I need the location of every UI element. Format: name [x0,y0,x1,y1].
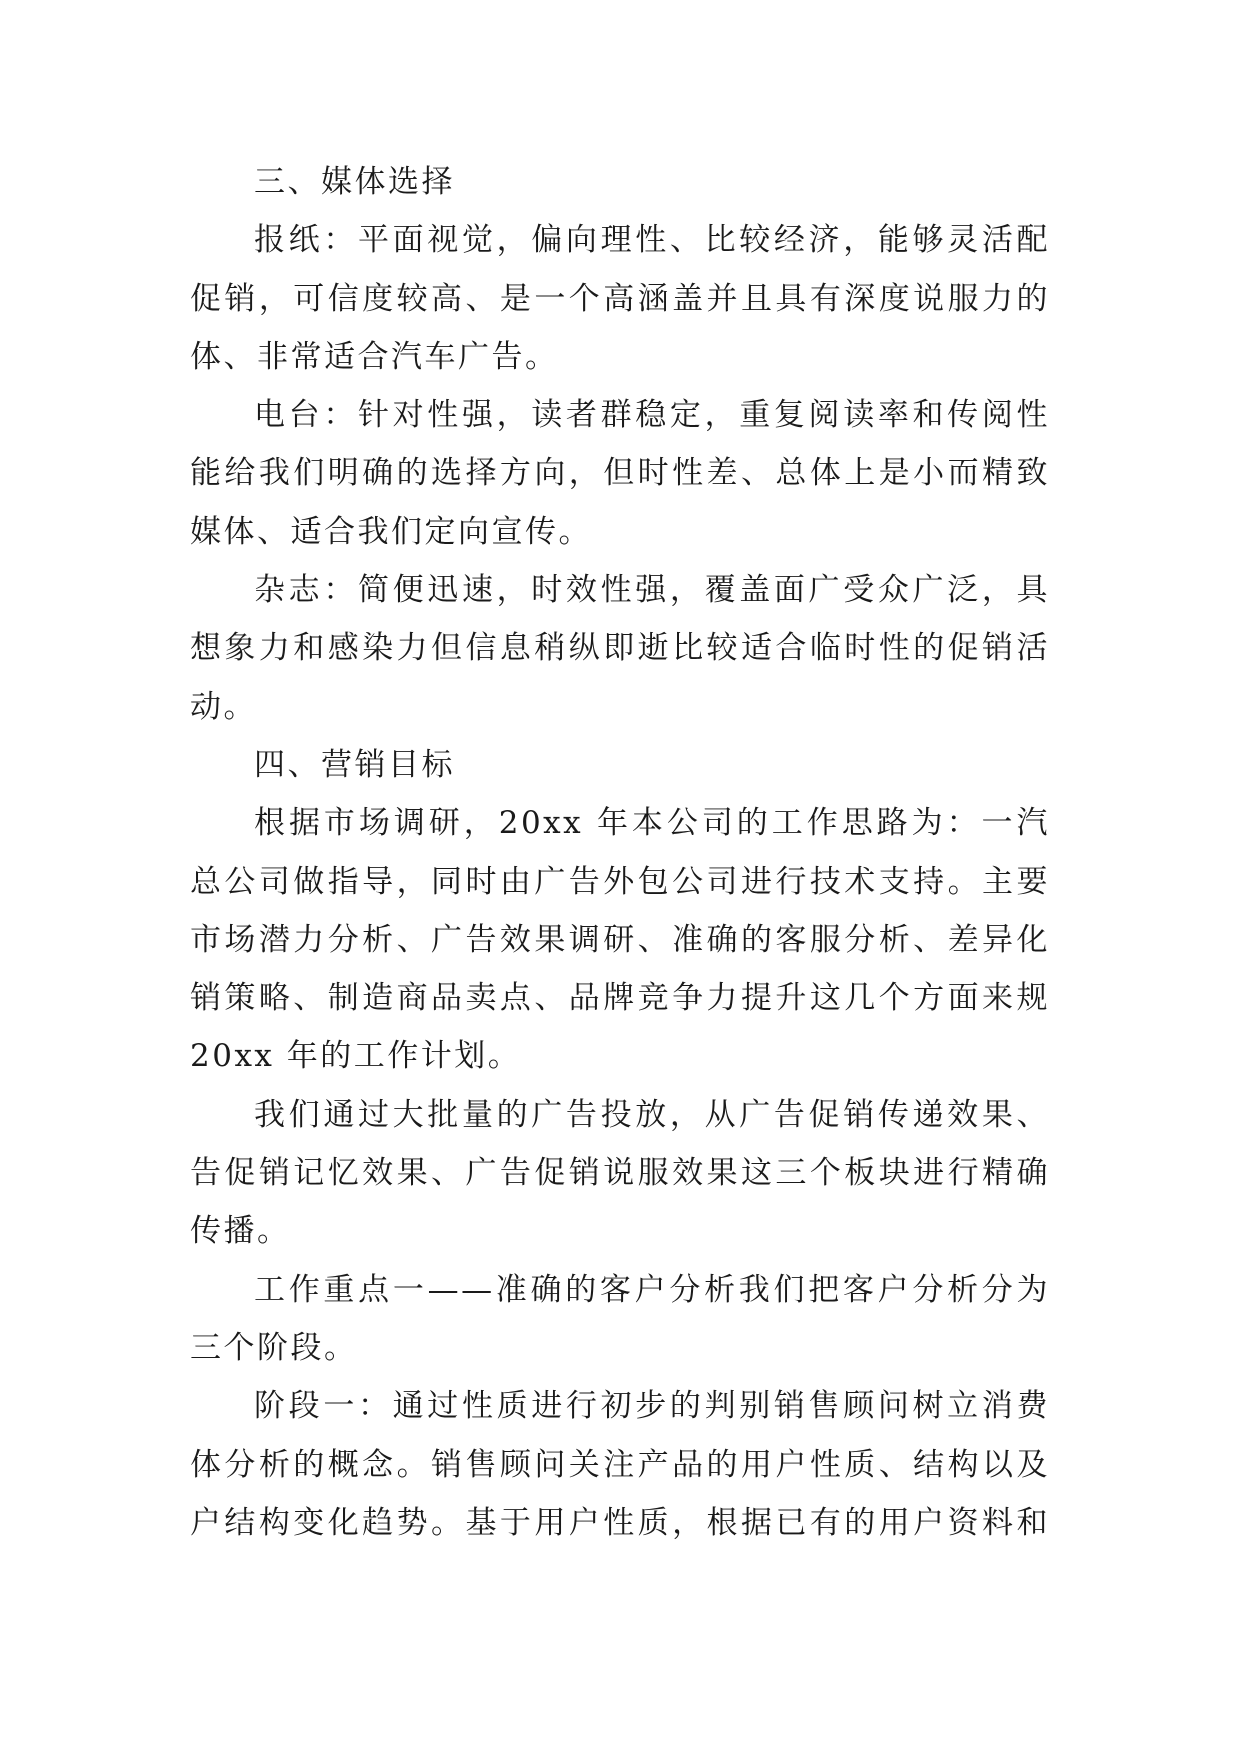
paragraph-line: 电台：针对性强，读者群稳定，重复阅读率和传阅性 [254,397,1050,434]
paragraph-line: 销策略、制造商品卖点、品牌竞争力提升这几个方面来规 [190,980,1050,1017]
paragraph-line: 传播。 [190,1213,291,1250]
paragraph-line: 工作重点一——准确的客户分析我们把客户分析分为 [254,1271,1050,1308]
document-body [190,153,1050,1552]
paragraph-line: 户结构变化趋势。基于用户性质，根据已有的用户资料和 [190,1504,1050,1541]
paragraph-line: 想象力和感染力但信息稍纵即逝比较适合临时性的促销活 [190,630,1050,667]
section-heading-media-selection: 三、媒体选择 [254,164,455,200]
paragraph-line: 报纸：平面视觉，偏向理性、比较经济，能够灵活配 [254,222,1050,259]
paragraph-line: 体、非常适合汽车广告。 [190,338,559,375]
paragraph-line: 体分析的概念。销售顾问关注产品的用户性质、结构以及 [190,1446,1050,1483]
paragraph-line: 阶段一：通过性质进行初步的判别销售顾问树立消费 [254,1388,1050,1425]
paragraph-line: 告促销记忆效果、广告促销说服效果这三个板块进行精确 [190,1155,1050,1192]
paragraph-line: 总公司做指导，同时由广告外包公司进行技术支持。主要 [190,863,1050,900]
paragraph-line: 根据市场调研，20xx 年本公司的工作思路为：一汽 [254,805,1050,842]
paragraph-line: 我们通过大批量的广告投放，从广告促销传递效果、 [254,1096,1050,1133]
paragraph-line: 三个阶段。 [190,1329,358,1366]
section-heading-marketing-goals: 四、营销目标 [254,746,455,783]
paragraph-line: 20xx 年的工作计划。 [190,1038,522,1075]
paragraph-line: 能给我们明确的选择方向，但时性差、总体上是小而精致 [190,455,1050,492]
paragraph-line: 杂志：简便迅速，时效性强，覆盖面广受众广泛，具 [254,572,1050,609]
paragraph-line: 市场潜力分析、广告效果调研、准确的客服分析、差异化 [190,921,1050,958]
paragraph-line: 促销，可信度较高、是一个高涵盖并且具有深度说服力的 [190,280,1050,317]
paragraph-line: 动。 [190,688,257,725]
paragraph-line: 媒体、适合我们定向宣传。 [190,513,592,550]
